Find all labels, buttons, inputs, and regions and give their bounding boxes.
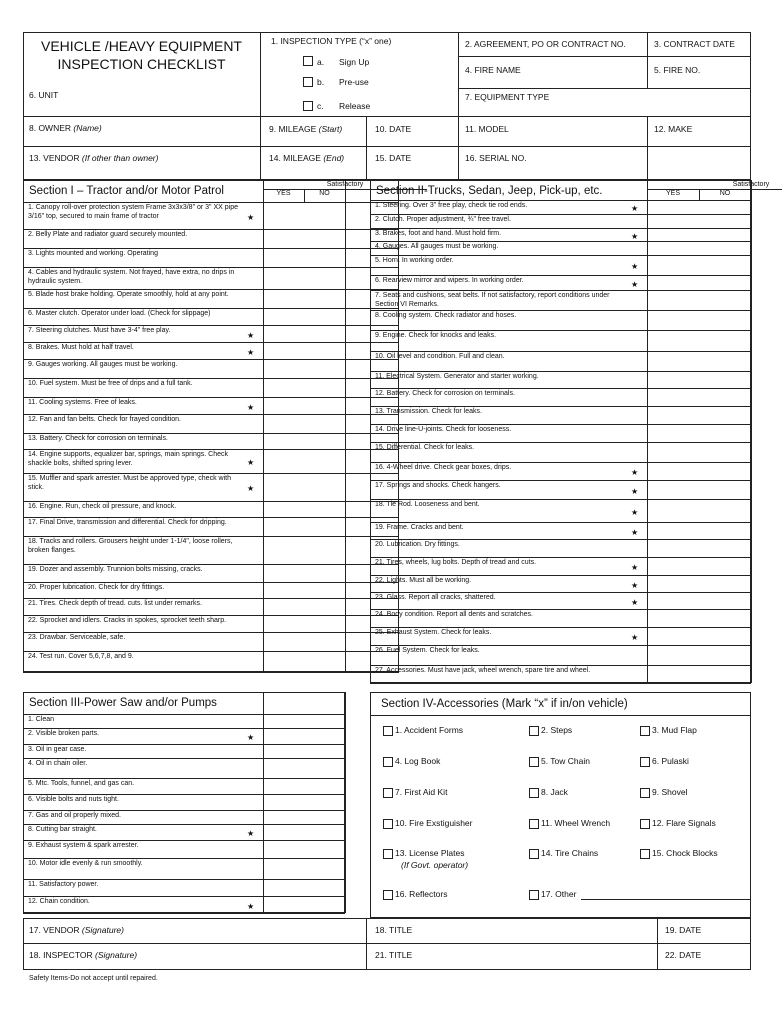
- section3-item-text: 8. Cutting bar straight.: [28, 826, 97, 833]
- section3-row: [23, 728, 345, 744]
- section2-item-text: 15. Differential. Check for leaks.: [375, 444, 475, 451]
- section2-satisfactory-cell[interactable]: [647, 627, 751, 645]
- section2-satisfactory-cell[interactable]: [647, 290, 751, 310]
- section1-satisfactory-cell[interactable]: [263, 229, 345, 248]
- safety-star-icon: ★: [247, 733, 255, 742]
- section3-row: [23, 858, 345, 879]
- inspection-type-b-letter: b.: [317, 77, 325, 87]
- section1-satisfactory-cell[interactable]: [263, 308, 345, 325]
- vendor-label: 13. VENDOR (If other than owner): [29, 153, 159, 163]
- section2-satisfactory-cell[interactable]: [647, 575, 751, 592]
- section1-satisfactory-cell[interactable]: [263, 501, 345, 517]
- date22-label: 22. DATE: [665, 950, 702, 960]
- section1-item-text: 16. Engine. Run, check oil pressure, and knock.: [28, 503, 177, 510]
- safety-star-icon: ★: [247, 212, 255, 222]
- section1-item-text: 1. Canopy roll-over protection system Frame 3x3x3/8" or 3" XX pipe 3/16" top, secured to main frame of tractor: [28, 204, 239, 220]
- section2-item-text: 17. Springs and shocks. Check hangers.: [375, 482, 501, 489]
- section1-no-header: NO: [319, 190, 330, 197]
- section3-item-text: 9. Exhaust system & spark arrester.: [28, 842, 139, 849]
- section2-satisfactory-cell[interactable]: [647, 351, 751, 371]
- accessory-checkbox[interactable]: [640, 819, 650, 829]
- section2-row: [370, 575, 751, 592]
- section1-item-text: 17. Final Drive, transmission and differential. Check for dripping.: [28, 519, 227, 526]
- section2-row: [370, 310, 751, 330]
- accessory-label: 8. Jack: [541, 787, 568, 797]
- section2-item-text: 21. Tires, wheels, lug bolts. Depth of tread and cuts.: [375, 559, 537, 566]
- section1-item-text: 18. Tracks and rollers. Grousers height under 1-1/4", loose rollers, broken flanges.: [28, 538, 233, 554]
- section2-satisfactory-cell[interactable]: [647, 330, 751, 351]
- section1-item-text: 4. Cables and hydraulic system. Not frayed, have extra, no drips in hydraulic system.: [28, 269, 235, 285]
- section1-item-text: 5. Blade host brake holding. Operate smoothly, hold at any point.: [28, 291, 229, 298]
- section3-row: [23, 896, 345, 913]
- section1-satisfactory-cell[interactable]: [263, 267, 345, 289]
- section1-satisfactory-cell[interactable]: [263, 325, 345, 342]
- safety-star-icon: ★: [631, 527, 639, 537]
- inspection-form: [23, 32, 770, 982]
- section2-row: [370, 200, 751, 214]
- section1-satisfactory-cell[interactable]: [263, 615, 345, 632]
- accessory-checkbox[interactable]: [529, 849, 539, 859]
- accessory-label: 7. First Aid Kit: [395, 787, 448, 797]
- section3-row: [23, 778, 345, 794]
- form-title-line1: VEHICLE /HEAVY EQUIPMENT: [41, 38, 242, 54]
- section1-row: [23, 582, 399, 598]
- section3-item-text: 2. Visible broken parts.: [28, 730, 100, 737]
- accessory-checkbox[interactable]: [529, 819, 539, 829]
- section2-row: [370, 406, 751, 424]
- accessory-checkbox[interactable]: [640, 788, 650, 798]
- section1-row: [23, 359, 399, 378]
- safety-star-icon: ★: [631, 279, 639, 289]
- accessory-label: 15. Chock Blocks: [652, 848, 718, 858]
- section1-item-text: 8. Brakes. Must hold at half travel.: [28, 344, 134, 351]
- section1-satisfactory-cell[interactable]: [263, 449, 345, 473]
- accessory-checkbox[interactable]: [529, 726, 539, 736]
- section2-satisfactory-cell[interactable]: [647, 462, 751, 480]
- safety-star-icon: ★: [247, 330, 255, 340]
- section1-row: [23, 308, 399, 325]
- section2-item-text: 13. Transmission. Check for leaks.: [375, 408, 482, 415]
- section2-item-text: 20. Lubrication. Dry fittings.: [375, 541, 460, 548]
- safety-star-icon: ★: [631, 231, 639, 241]
- section1-satisfactory-cell[interactable]: [263, 202, 345, 229]
- section2-row: [370, 330, 751, 351]
- section2-no-header: NO: [719, 190, 731, 197]
- accessory-label: 16. Reflectors: [395, 889, 448, 899]
- section3-satisfactory-cell[interactable]: [263, 858, 345, 879]
- title18-label: 18. TITLE: [375, 925, 413, 935]
- safety-star-icon: ★: [631, 468, 639, 477]
- fire-no-label: 5. FIRE NO.: [654, 65, 701, 75]
- safety-star-icon: ★: [631, 204, 639, 213]
- section3-satisfactory-cell[interactable]: [263, 728, 345, 744]
- section2-satisfactory-cell[interactable]: [647, 499, 751, 522]
- section2-row: [370, 522, 751, 539]
- section3-satisfactory-cell[interactable]: [263, 744, 345, 758]
- section2-satisfactory-cell[interactable]: [647, 442, 751, 462]
- section2-satisfactory-cell[interactable]: [647, 609, 751, 627]
- model-label: 11. MODEL: [465, 124, 509, 134]
- unit-label: 6. UNIT: [29, 90, 59, 100]
- section2-item-text: 1. Steering. Over 3" free play, check tie rod ends.: [375, 202, 528, 209]
- section2-row: [370, 539, 751, 557]
- accessory-label: 11. Wheel Wrench: [541, 818, 611, 828]
- section2-satisfactory-cell[interactable]: [647, 539, 751, 557]
- safety-star-icon: ★: [247, 458, 255, 467]
- section2-satisfactory-cell[interactable]: [647, 200, 751, 214]
- section2-row: [370, 388, 751, 406]
- section1-satisfactory-cell[interactable]: [263, 536, 345, 564]
- section3-item-text: 12. Chain condition.: [28, 898, 90, 905]
- title21-label: 21. TITLE: [375, 950, 413, 960]
- section2-satisfactory-cell[interactable]: [647, 388, 751, 406]
- date10-label: 10. DATE: [375, 124, 412, 134]
- section2-item-text: 6. Rearview mirror and wipers. In working order.: [375, 277, 524, 284]
- accessory-checkbox[interactable]: [383, 726, 393, 736]
- safety-star-icon: ★: [631, 486, 639, 496]
- section2-item-text: 23. Glass. Report all cracks, shattered.: [375, 594, 496, 601]
- section1-row: [23, 414, 399, 433]
- section3-row: [23, 824, 345, 840]
- accessory-checkbox[interactable]: [383, 819, 393, 829]
- section1-row: [23, 564, 399, 582]
- accessory-label: 1. Accident Forms: [395, 725, 464, 735]
- accessory-checkbox[interactable]: [383, 890, 393, 900]
- section2-row: [370, 645, 751, 665]
- section2-item-text: 24. Body condition. Report all dents and scratches.: [375, 611, 533, 618]
- section2-row: [370, 609, 751, 627]
- section2-item-text: 7. Seats and cushions, seat belts. If not satisfactory, report conditions under Section VI Remarks.: [375, 292, 610, 308]
- section3-satisfactory-cell[interactable]: [263, 778, 345, 794]
- inspection-type-a-text: Sign Up: [339, 57, 370, 67]
- section1-item-text: 9. Gauges working. All gauges must be working.: [28, 361, 178, 368]
- section1-row: [23, 248, 399, 267]
- safety-star-icon: ★: [247, 484, 255, 493]
- section3-satisfactory-cell[interactable]: [263, 794, 345, 810]
- section2-item-text: 14. Drive line-U-joints. Check for looseness.: [375, 426, 512, 433]
- section3-satisfactory-cell[interactable]: [263, 758, 345, 778]
- section2-satisfactory-cell[interactable]: [647, 480, 751, 499]
- section3-row: [23, 879, 345, 896]
- section2-item-text: 10. Oil level and condition. Full and clean.: [375, 353, 505, 360]
- section3-satisfactory-cell[interactable]: [263, 824, 345, 840]
- section2-item-text: 2. Clutch. Proper adjustment, ¾" free travel.: [375, 216, 511, 223]
- section2-row: [370, 557, 751, 575]
- section1-title: Section I – Tractor and/or Motor Patrol: [29, 185, 224, 197]
- section1-row: [23, 267, 399, 289]
- section2-item-text: 27. Accessories. Must have jack, wheel wrench, spare tire and wheel.: [375, 667, 591, 674]
- section2-title: Section II-Trucks, Sedan, Jeep, Pick-up, etc.: [376, 185, 603, 197]
- section1-item-text: 11. Cooling systems. Free of leaks.: [28, 399, 137, 406]
- inspection-type-a-checkbox[interactable]: [303, 56, 313, 66]
- safety-star-icon: ★: [247, 901, 255, 911]
- section2-row: [370, 214, 751, 228]
- section3-row: [23, 794, 345, 810]
- inspection-type-a-letter: a.: [317, 57, 325, 67]
- section1-row: [23, 632, 399, 651]
- license-plates-note: (If Govt. operator): [401, 860, 469, 870]
- accessory-label: 10. Fire Exstiguisher: [395, 818, 473, 828]
- inspection-type-c-text: Release: [339, 101, 371, 111]
- section2-item-text: 5. Horn. In working order.: [375, 257, 454, 264]
- section2-satisfactory-cell[interactable]: [647, 592, 751, 609]
- section1-row: [23, 433, 399, 449]
- section2-item-text: 22. Lights. Must all be working.: [375, 577, 472, 584]
- accessory-label: 17. Other: [541, 889, 577, 899]
- section1-row: [23, 289, 399, 308]
- section3-satisfactory-cell[interactable]: [263, 896, 345, 913]
- safety-star-icon: ★: [631, 507, 639, 517]
- make-label: 12. MAKE: [654, 124, 693, 134]
- section2-satisfactory-cell[interactable]: [647, 665, 751, 683]
- section1-item-text: 15. Muffler and spark arrester. Must be approved type, check with stick.: [28, 475, 231, 491]
- section1-row: [23, 651, 399, 672]
- serial-label: 16. SERIAL NO.: [465, 153, 527, 163]
- section1-item-text: 22. Sprocket and idlers. Cracks in spokes, sprocket teeth sharp.: [28, 617, 227, 624]
- inspection-type-b-checkbox[interactable]: [303, 77, 313, 87]
- accessory-label: 6. Pulaski: [652, 756, 689, 766]
- inspection-type-c-letter: c.: [317, 101, 324, 111]
- accessory-label: 5. Tow Chain: [541, 756, 590, 766]
- section3-item-text: 10. Motor idle evenly & run smoothly.: [28, 860, 143, 867]
- owner-label: 8. OWNER (Name): [29, 123, 102, 133]
- inspection-type-b-text: Pre-use: [339, 77, 369, 87]
- section2-item-text: 16. 4-Wheel drive. Check gear boxes, drips.: [375, 464, 512, 471]
- section2-row: [370, 241, 751, 255]
- safety-star-icon: ★: [631, 580, 639, 590]
- section1-item-text: 24. Test run. Cover 5,6,7,8, and 9.: [28, 653, 134, 660]
- accessory-checkbox[interactable]: [529, 890, 539, 900]
- section2-row: [370, 442, 751, 462]
- section1-satisfactory-cell[interactable]: [263, 473, 345, 501]
- agreement-label: 2. AGREEMENT, PO OR CONTRACT NO.: [465, 39, 626, 49]
- section1-satisfactory-cell[interactable]: [263, 598, 345, 615]
- section2-item-text: 18. Tie Rod. Looseness and bent.: [375, 501, 480, 508]
- section1-row: [23, 449, 399, 473]
- safety-note: Safety Items-Do not accept until repaired.: [29, 975, 158, 982]
- section1-item-text: 12. Fan and fan belts. Check for frayed condition.: [28, 416, 181, 423]
- inspector-signature-label: 18. INSPECTOR (Signature): [29, 950, 138, 960]
- safety-star-icon: ★: [247, 402, 255, 412]
- section3-row: [23, 714, 345, 728]
- section1-item-text: 3. Lights mounted and working. Operating: [28, 250, 158, 257]
- accessory-checkbox[interactable]: [383, 788, 393, 798]
- safety-star-icon: ★: [631, 262, 639, 271]
- section1-satisfactory-cell[interactable]: [263, 397, 345, 414]
- accessory-checkbox[interactable]: [383, 757, 393, 767]
- section2-row: [370, 592, 751, 609]
- section1-satisfactory-cell[interactable]: [263, 632, 345, 651]
- equipment-type-label: 7. EQUIPMENT TYPE: [465, 92, 550, 102]
- section2-satisfactory-cell[interactable]: [647, 241, 751, 255]
- form-title-line2: INSPECTION CHECKLIST: [57, 56, 226, 72]
- section1-item-text: 21. Tires. Check depth of tread. cuts. list under remarks.: [28, 600, 202, 607]
- section2-item-text: 19. Frame. Cracks and bent.: [375, 524, 464, 531]
- section1-row: [23, 397, 399, 414]
- section2-item-text: 4. Gauges. All gauges must be working.: [375, 243, 499, 250]
- contract-date-label: 3. CONTRACT DATE: [654, 39, 735, 49]
- date19-label: 19. DATE: [665, 925, 702, 935]
- section1-item-text: 2. Belly Plate and radiator guard securely mounted.: [28, 231, 188, 238]
- section1-row: [23, 229, 399, 248]
- section1-row: [23, 202, 399, 229]
- section2-item-text: 12. Battery. Check for corrosion on terminals.: [375, 390, 515, 397]
- section2-satisfactory-cell[interactable]: [647, 255, 751, 275]
- safety-star-icon: ★: [631, 633, 639, 642]
- section2-row: [370, 462, 751, 480]
- inspection-type-c-checkbox[interactable]: [303, 101, 313, 111]
- section2-row: [370, 499, 751, 522]
- section3-satisfactory-cell[interactable]: [263, 714, 345, 728]
- section1-row: [23, 378, 399, 397]
- section2-satisfactory-cell[interactable]: [647, 557, 751, 575]
- accessory-label: 14. Tire Chains: [541, 848, 599, 858]
- section2-row: [370, 275, 751, 290]
- section2-satisfactory-cell[interactable]: [647, 228, 751, 241]
- safety-star-icon: ★: [631, 597, 639, 607]
- section3-item-text: 11. Satisfactory power.: [28, 881, 99, 888]
- section1-row: [23, 342, 399, 359]
- section1-row: [23, 473, 399, 501]
- vendor-signature-label: 17. VENDOR (Signature): [29, 925, 124, 935]
- fire-name-label: 4. FIRE NAME: [465, 65, 521, 75]
- section2-yes-header: YES: [665, 190, 680, 197]
- section2-row: [370, 351, 751, 371]
- section1-satisfactory-cell[interactable]: [263, 433, 345, 449]
- section2-row: [370, 290, 751, 310]
- section3-item-text: 7. Gas and oil properly mixed.: [28, 812, 121, 819]
- section1-row: [23, 501, 399, 517]
- section1-satisfactory-cell[interactable]: [263, 582, 345, 598]
- section1-item-text: 23. Drawbar. Serviceable, safe.: [28, 634, 126, 641]
- section2-satisfactory-cell[interactable]: [647, 645, 751, 665]
- section2-row: [370, 665, 751, 683]
- section3-satisfactory-cell[interactable]: [263, 810, 345, 824]
- section3-row: [23, 758, 345, 778]
- section3-row: [23, 840, 345, 858]
- accessory-checkbox[interactable]: [640, 849, 650, 859]
- accessory-label: 4. Log Book: [395, 756, 441, 766]
- section2-satisfactory-cell[interactable]: [647, 214, 751, 228]
- section3-title: Section III-Power Saw and/or Pumps: [29, 697, 217, 709]
- accessory-checkbox[interactable]: [640, 757, 650, 767]
- section2-item-text: 9. Engine. Check for knocks and leaks.: [375, 332, 497, 339]
- section1-yes-header: YES: [276, 190, 291, 197]
- section3-item-text: 5. Mtc. Tools, funnel, and gas can.: [28, 780, 135, 787]
- accessory-label: 13. License Plates: [395, 848, 465, 858]
- section1-row: [23, 325, 399, 342]
- section2-item-text: 3. Brakes, foot and hand. Must hold firm.: [375, 230, 502, 237]
- mileage-start-label: 9. MILEAGE (Start): [269, 124, 343, 134]
- section1-row: [23, 536, 399, 564]
- section1-row: [23, 598, 399, 615]
- section1-item-text: 10. Fuel system. Must be free of drips and a full tank.: [28, 380, 193, 387]
- date15-label: 15. DATE: [375, 153, 412, 163]
- section1-item-text: 20. Proper lubrication. Check for dry fittings.: [28, 584, 165, 591]
- section1-item-text: 6. Master clutch. Operator under load. (Check for slippage): [28, 310, 211, 317]
- section3-satisfactory-cell[interactable]: [263, 879, 345, 896]
- section1-satisfactory-label: Satisfactory: [326, 181, 364, 188]
- section1-satisfactory-cell[interactable]: [263, 517, 345, 536]
- accessory-label: 9. Shovel: [652, 787, 688, 797]
- section3-satisfactory-cell[interactable]: [263, 840, 345, 858]
- section2-item-text: 8. Cooling system. Check radiator and hoses.: [375, 312, 517, 319]
- section2-satisfactory-cell[interactable]: [647, 310, 751, 330]
- section2-satisfactory-cell[interactable]: [647, 406, 751, 424]
- accessory-label: 2. Steps: [541, 725, 573, 735]
- section2-satisfactory-cell[interactable]: [647, 522, 751, 539]
- section3-row: [23, 810, 345, 824]
- section1-item-text: 14. Engine supports, equalizer bar, springs, main springs. Check shackle bolts, shifted spring lever.: [28, 451, 228, 467]
- section2-row: [370, 424, 751, 442]
- section3-item-text: 4. Oil in chain oiler.: [28, 760, 88, 767]
- section2-row: [370, 627, 751, 645]
- inspection-type-label: 1. INSPECTION TYPE (“x” one): [271, 36, 392, 46]
- other-line[interactable]: [581, 899, 751, 900]
- section3-item-text: 3. Oil in gear case.: [28, 746, 87, 753]
- section1-item-text: 7. Steering clutches. Must have 3-4" free play.: [28, 327, 171, 334]
- section1-satisfactory-cell[interactable]: [263, 378, 345, 397]
- section1-item-text: 13. Battery. Check for corrosion on terminals.: [28, 435, 168, 442]
- safety-star-icon: ★: [247, 829, 255, 838]
- section1-satisfactory-cell[interactable]: [263, 289, 345, 308]
- section2-item-text: 11. Electrical System. Generator and starter working.: [375, 373, 539, 380]
- section1-row: [23, 615, 399, 632]
- accessory-checkbox[interactable]: [529, 757, 539, 767]
- section2-row: [370, 228, 751, 241]
- section1-satisfactory-cell[interactable]: [263, 564, 345, 582]
- section1-item-text: 19. Dozer and assembly. Trunnion bolts missing, cracks.: [28, 566, 203, 573]
- accessory-checkbox[interactable]: [529, 788, 539, 798]
- accessory-checkbox[interactable]: [640, 726, 650, 736]
- section2-row: [370, 255, 751, 275]
- section4-title: Section IV-Accessories (Mark “x” if in/on vehicle): [381, 698, 628, 710]
- section2-row: [370, 371, 751, 388]
- section1-satisfactory-cell[interactable]: [263, 248, 345, 267]
- section1-row: [23, 517, 399, 536]
- section2-row: [370, 480, 751, 499]
- section2-satisfactory-label: Satisfactory: [732, 181, 770, 188]
- section3-item-text: 6. Visible bolts and nuts tight.: [28, 796, 119, 803]
- section3-row: [23, 744, 345, 758]
- section2-satisfactory-cell[interactable]: [647, 424, 751, 442]
- section3-item-text: 1. Clean: [28, 716, 55, 723]
- section1-satisfactory-cell[interactable]: [263, 359, 345, 378]
- safety-star-icon: ★: [631, 563, 639, 572]
- safety-star-icon: ★: [247, 347, 255, 357]
- section1-satisfactory-cell[interactable]: [263, 414, 345, 433]
- accessory-label: 3. Mud Flap: [652, 725, 697, 735]
- section1-satisfactory-cell[interactable]: [263, 651, 345, 672]
- mileage-end-label: 14. MILEAGE (End): [269, 153, 345, 163]
- section2-satisfactory-cell[interactable]: [647, 275, 751, 290]
- accessory-label: 12. Flare Signals: [652, 818, 716, 828]
- section2-item-text: 25. Exhaust System. Check for leaks.: [375, 629, 492, 636]
- section1-satisfactory-cell[interactable]: [263, 342, 345, 359]
- accessory-checkbox[interactable]: [383, 849, 393, 859]
- section2-item-text: 26. Fuel System. Check for leaks.: [375, 647, 480, 654]
- section2-satisfactory-cell[interactable]: [647, 371, 751, 388]
